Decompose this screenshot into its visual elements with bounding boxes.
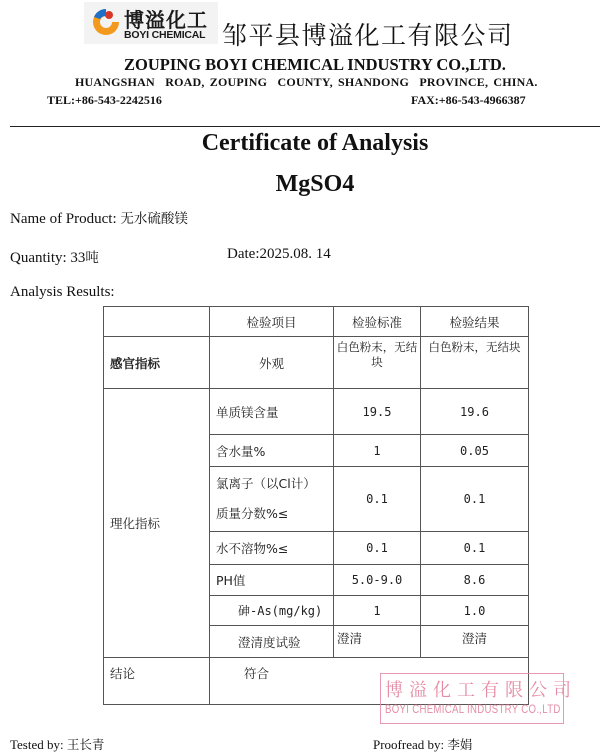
cell-standard: 0.1 [334,467,421,532]
category-physchem: 理化指标 [104,389,210,658]
telephone: TEL:+86-543-2242516 [47,93,162,107]
cell-item-line1: 氯离子（以Cl计） [216,476,316,491]
cell-standard: 19.5 [334,389,421,435]
logo-chinese-text: 博溢化工 [124,8,208,32]
tested-by-label: Tested by: [10,737,67,752]
table-header-row [104,307,529,337]
product-name-line [10,207,188,228]
cell-result: 0.1 [421,532,529,565]
company-address: HUANGSHAN ROAD, ZOUPING COUNTY, SHANDONG PROVINCE, CHINA. [75,75,538,89]
company-name-chinese: 邹平县博溢化工有限公司 [222,21,514,50]
cell-item: 单质镁含量 [210,389,334,435]
quantity-line [10,246,99,267]
header-cell-standard: 检验标准 [334,307,421,337]
cell-result: 0.05 [421,435,529,467]
cell-result: 0.1 [421,467,529,532]
header-cell-item: 检验项目 [210,307,334,337]
cell-result: 19.6 [421,389,529,435]
company-logo [84,2,218,44]
quantity-unit: 吨 [85,250,99,266]
fax: FAX:+86-543-4966387 [411,93,526,107]
cell-standard: 1 [334,435,421,467]
cell-item: 澄清度试验 [210,626,334,658]
cell-result: 白色粉末，无结块 [421,337,529,389]
stamp-english-text: BOYI CHEMICAL INDUSTRY CO.,LTD [385,702,561,716]
cell-result: 1.0 [421,596,529,626]
header-divider [10,126,600,127]
header-cell-result: 检验结果 [421,307,529,337]
analysis-table [103,306,529,705]
cell-item: 外观 [210,337,334,389]
tested-by-name: 王长青 [66,737,105,752]
cell-item [210,467,334,532]
cell-item: 砷-As(mg/kg) [210,596,334,626]
header-cell-empty [104,307,210,337]
product-name-label: Name of Product: [10,211,121,227]
stamp-chinese-text: 博溢化工有限公司 [385,680,577,701]
date: Date:2025.08. 14 [227,246,331,262]
company-stamp [380,673,577,724]
conclusion-label: 结论 [104,658,210,705]
category-sensory: 感官指标 [104,337,210,389]
cell-item: PH值 [210,565,334,596]
cell-result: 澄清 [421,626,529,658]
cell-standard: 0.1 [334,532,421,565]
tested-by-line [10,735,104,753]
conclusion-value: 符合 [210,658,529,705]
cell-result: 8.6 [421,565,529,596]
logo-swirl-icon [90,6,122,38]
product-name-value: 无水硫酸镁 [120,211,188,227]
cell-standard: 1 [334,596,421,626]
logo-english-text: BOYI CHEMICAL [124,29,206,41]
cell-standard: 白色粉末，无结块 [334,337,421,389]
cell-standard: 澄清 [334,626,421,658]
proofread-by-line [373,735,472,753]
company-name-english: ZOUPING BOYI CHEMICAL INDUSTRY CO.,LTD. [124,55,506,74]
product-formula: MgSO4 [275,171,355,197]
proofread-by-label: Proofread by: [373,737,448,752]
analysis-results-label: Analysis Results: [10,284,115,300]
cell-item: 水不溶物%≤ [210,532,334,565]
cell-item: 含水量% [210,435,334,467]
cell-item-line2: 质量分数%≤ [216,506,289,521]
table-row [104,389,529,435]
cell-standard: 5.0-9.0 [334,565,421,596]
quantity-label: Quantity: 33 [10,250,86,266]
proofread-by-name: 李娟 [447,737,473,752]
table-row-sensory [104,337,529,389]
document-title: Certificate of Analysis [201,130,429,156]
